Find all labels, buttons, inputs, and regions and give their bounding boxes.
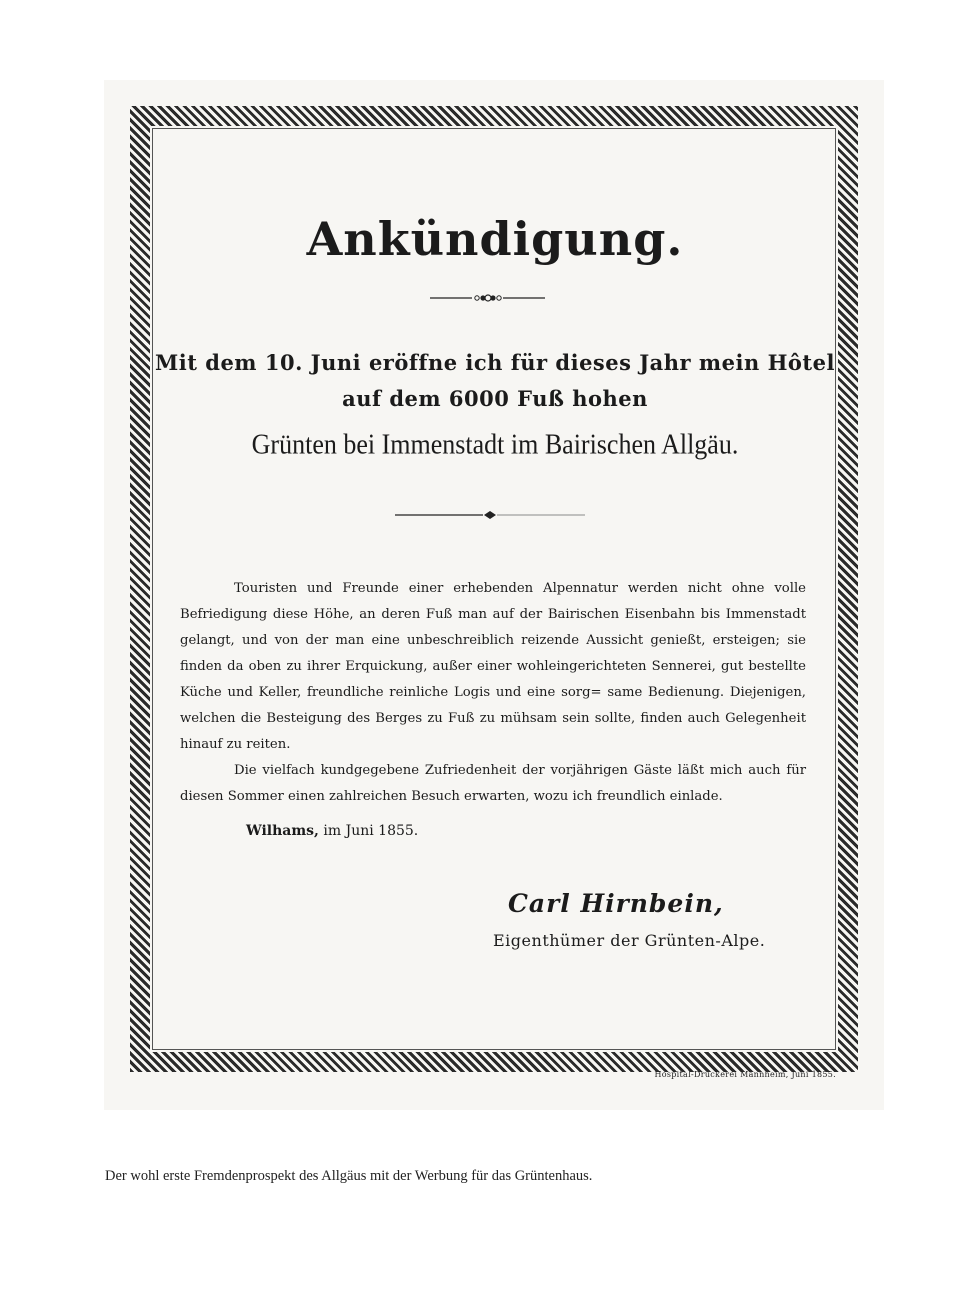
headline-line-3: Grünten bei Immenstadt im Bairischen Allgäu. — [251, 428, 739, 461]
date-text: im Juni 1855. — [318, 823, 419, 839]
headline-line-2: auf dem 6000 Fuß hohen — [342, 386, 648, 411]
figure-caption: Der wohl erste Fremdenprospekt des Allgäus mit der Werbung für das Grüntenhaus. — [105, 1168, 593, 1184]
body-paragraph-2: Die vielfach kundgegebene Zufriedenheit der vorjährigen Gäste läßt mich auch für diesen Sommer einen zahlreichen Besuch erwarten, wozu ich freundlich einlade. — [180, 763, 806, 804]
place-name: Wilhams, — [246, 823, 319, 839]
signature-title: Eigenthümer der Grünten-Alpe. — [493, 931, 766, 950]
headline-line-1: Mit dem 10. Juni eröffne ich für dieses Jahr mein Hôtel — [155, 350, 835, 375]
body-text — [180, 576, 806, 810]
place-date-line — [246, 823, 418, 839]
title-divider-ornament — [430, 291, 545, 305]
signature-name: Carl Hirnbein, — [508, 889, 724, 918]
body-paragraph-1: Touristen und Freunde einer erhebenden Alpennatur werden nicht ohne volle Befriedigung diese Höhe, an deren Fuß man auf der Bairischen Eisenbahn bis Immenstadt gelangt, und von der man eine unbeschreiblich reizende Aussicht genießt, ersteigen; sie finden da oben zu ihrer Erquickung, außer einer wohleingerichteten Sennerei, gut bestellte Küche und Keller, freundliche reinliche Logis und eine sorg= same Bedienung. Diejenigen, welchen die Besteigung des Berges zu Fuß zu mühsam sein sollte, finden auch Gelegenheit hinauf zu reiten. — [180, 581, 806, 752]
section-divider-ornament — [395, 508, 585, 522]
document-title: Ankündigung. — [306, 212, 684, 266]
printer-note: Hospital-Druckerei Mannheim, Juni 1855. — [654, 1070, 836, 1079]
